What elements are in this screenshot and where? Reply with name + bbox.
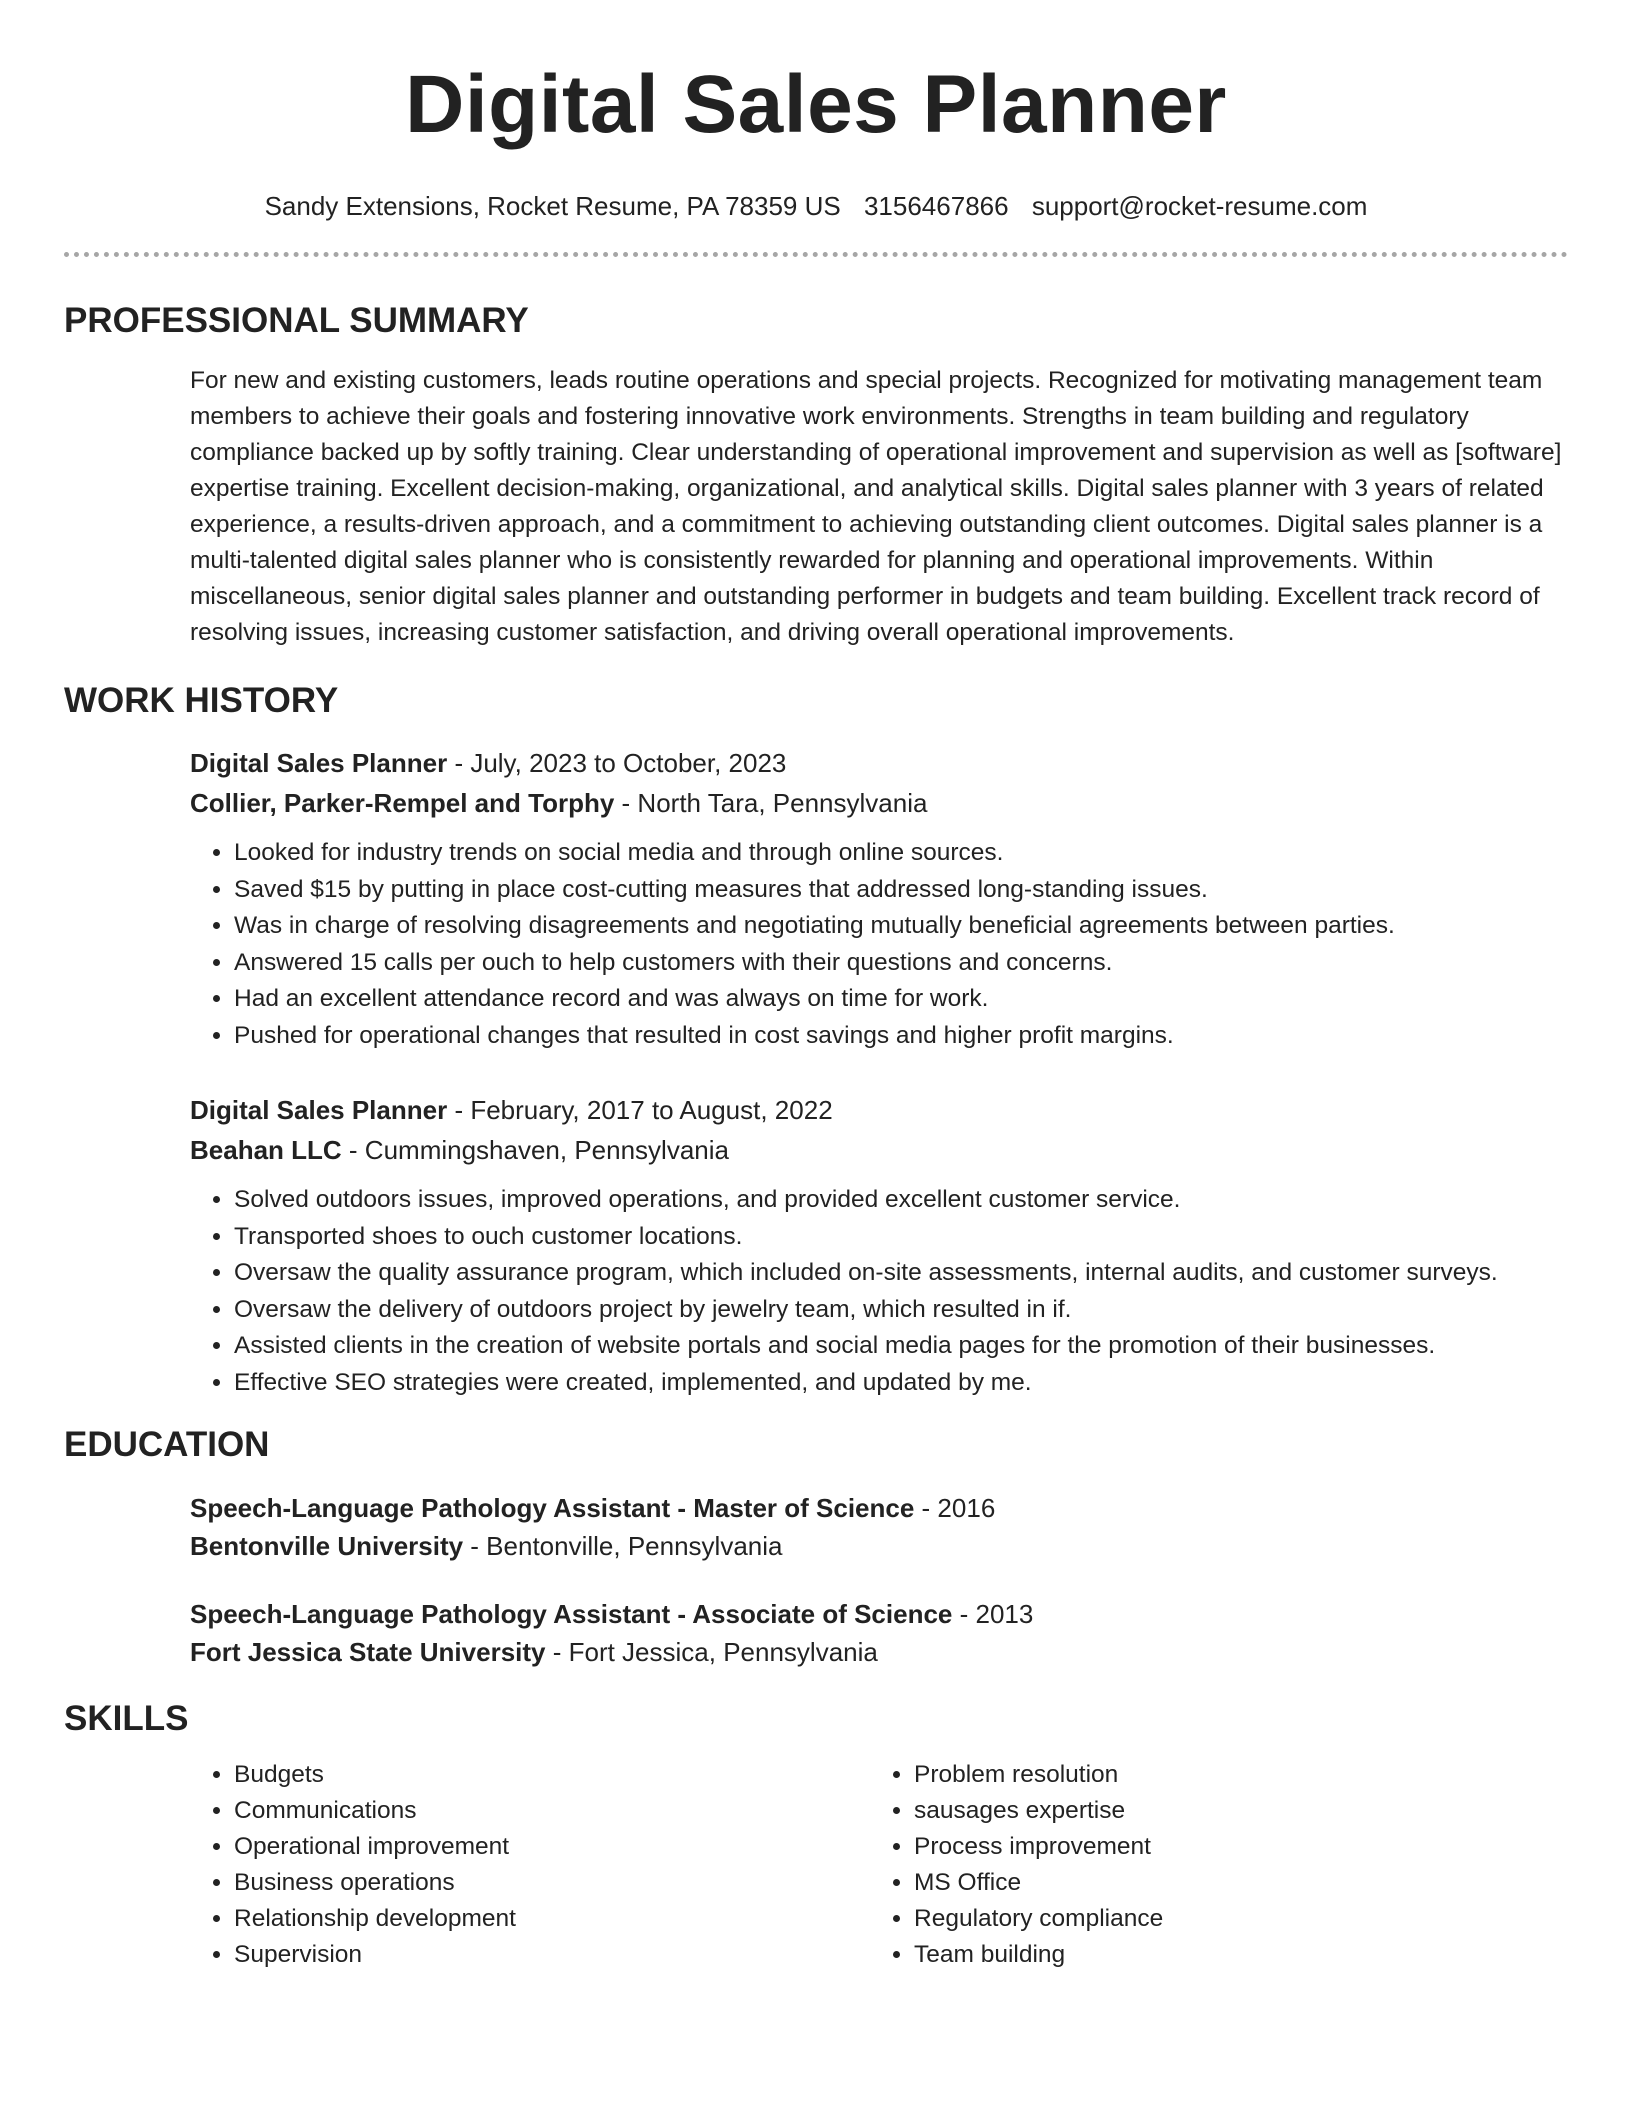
header-divider xyxy=(64,252,1568,257)
education-section xyxy=(64,1489,1568,1671)
education-year: - 2013 xyxy=(952,1599,1034,1629)
education-school: Fort Jessica State University xyxy=(190,1637,546,1667)
job-company: Beahan LLC xyxy=(190,1135,342,1165)
education-entry xyxy=(190,1489,1568,1565)
job-bullet: • Had an excellent attendance record and was always on time for work. xyxy=(234,981,1568,1018)
education-location: - Bentonville, Pennsylvania xyxy=(463,1531,783,1561)
job-bullet: • Oversaw the quality assurance program, which included on-site assessments, internal audits, and customer surveys. xyxy=(234,1255,1568,1292)
job-dates: - July, 2023 to October, 2023 xyxy=(447,748,787,778)
skill-item: • Problem resolution xyxy=(914,1757,1550,1793)
education-degree-line xyxy=(190,1489,1568,1527)
job-dates: - February, 2017 to August, 2022 xyxy=(447,1095,833,1125)
job-location: - Cummingshaven, Pennsylvania xyxy=(341,1135,729,1165)
summary-section xyxy=(64,363,1568,651)
skill-item: • Business operations xyxy=(234,1865,870,1901)
skill-item: • sausages expertise xyxy=(914,1793,1550,1829)
job-role: Digital Sales Planner xyxy=(190,1095,448,1125)
skill-item: • Communications xyxy=(234,1793,870,1829)
education-heading: EDUCATION xyxy=(64,1425,270,1464)
skill-item: • Regulatory compliance xyxy=(914,1901,1550,1937)
contact-line xyxy=(64,190,1568,222)
job-bullet: • Effective SEO strategies were created, implemented, and updated by me. xyxy=(234,1365,1568,1402)
job-bullet: • Looked for industry trends on social media and through online sources. xyxy=(234,835,1568,872)
job-bullet: • Answered 15 calls per ouch to help customers with their questions and concerns. xyxy=(234,945,1568,982)
job-bullet: • Was in charge of resolving disagreements and negotiating mutually beneficial agreements between parties. xyxy=(234,908,1568,945)
job-bullet: • Oversaw the delivery of outdoors project by jewelry team, which resulted in if. xyxy=(234,1292,1568,1329)
summary-text: For new and existing customers, leads routine operations and special projects. Recognized for motivating management team members to achieve their goals and fostering innovative work environments. Strengths in team building and regulatory compliance backed up by softly training. Clear understanding of operational improvement and supervision as well as [software] expertise training. Excellent decision-making, organizational, and analytical skills. Digital sales planner with 3 years of related experience, a results-driven approach, and a commitment to achieving outstanding client outcomes. Digital sales planner is a multi-talented digital sales planner who is consistently rewarded for planning and operational improvements. Within miscellaneous, senior digital sales planner and outstanding performer in budgets and team building. Excellent track record of resolving issues, increasing customer satisfaction, and driving overall operational improvements. xyxy=(190,367,1562,646)
job-bullet: • Assisted clients in the creation of website portals and social media pages for the promotion of their businesses. xyxy=(234,1328,1568,1365)
education-degree-line xyxy=(190,1595,1568,1633)
skill-item: • Operational improvement xyxy=(234,1829,870,1865)
work-history-section xyxy=(64,743,1568,1401)
job-bullet: • Transported shoes to ouch customer locations. xyxy=(234,1219,1568,1256)
skill-item: • MS Office xyxy=(914,1865,1550,1901)
skills-column-right xyxy=(870,1757,1550,1973)
contact-email: support@rocket-resume.com xyxy=(1031,191,1368,221)
job-company-line xyxy=(190,783,1568,823)
job-bullet: • Saved $15 by putting in place cost-cutting measures that addressed long-standing issues. xyxy=(234,872,1568,909)
job-title-line xyxy=(190,1090,1568,1130)
job-company: Collier, Parker-Rempel and Torphy xyxy=(190,788,615,818)
resume-name: Digital Sales Planner xyxy=(405,59,1227,150)
skills-section xyxy=(64,1757,1568,1973)
job-company-line xyxy=(190,1130,1568,1170)
skill-item: • Process improvement xyxy=(914,1829,1550,1865)
skill-item: • Relationship development xyxy=(234,1901,870,1937)
education-location: - Fort Jessica, Pennsylvania xyxy=(545,1637,878,1667)
skill-item: • Supervision xyxy=(234,1937,870,1973)
job-location: - North Tara, Pennsylvania xyxy=(614,788,928,818)
skill-item: • Team building xyxy=(914,1937,1550,1973)
education-school-line xyxy=(190,1633,1568,1671)
job-bullets xyxy=(190,835,1568,1054)
education-school: Bentonville University xyxy=(190,1531,464,1561)
contact-address: Sandy Extensions, Rocket Resume, PA 78359 US xyxy=(264,191,841,221)
skills-heading: SKILLS xyxy=(64,1699,189,1738)
education-degree: Speech-Language Pathology Assistant - Associate of Science xyxy=(190,1599,953,1629)
skills-list-right xyxy=(870,1757,1550,1973)
job-entry xyxy=(190,1090,1568,1401)
skills-grid xyxy=(190,1757,1568,1973)
skills-column-left xyxy=(190,1757,870,1973)
education-year: - 2016 xyxy=(914,1493,996,1523)
job-bullet: • Pushed for operational changes that resulted in cost savings and higher profit margins. xyxy=(234,1018,1568,1055)
education-school-line xyxy=(190,1527,1568,1565)
job-bullets xyxy=(190,1182,1568,1401)
skills-list-left xyxy=(190,1757,870,1973)
job-entry xyxy=(190,743,1568,1054)
job-title-line xyxy=(190,743,1568,783)
education-degree: Speech-Language Pathology Assistant - Master of Science xyxy=(190,1493,915,1523)
skill-item: • Budgets xyxy=(234,1757,870,1793)
job-bullet: • Solved outdoors issues, improved operations, and provided excellent customer service. xyxy=(234,1182,1568,1219)
summary-heading: PROFESSIONAL SUMMARY xyxy=(64,301,529,340)
contact-phone: 3156467866 xyxy=(863,191,1009,221)
work-history-heading: WORK HISTORY xyxy=(64,681,339,720)
job-role: Digital Sales Planner xyxy=(190,748,448,778)
education-entry xyxy=(190,1595,1568,1671)
